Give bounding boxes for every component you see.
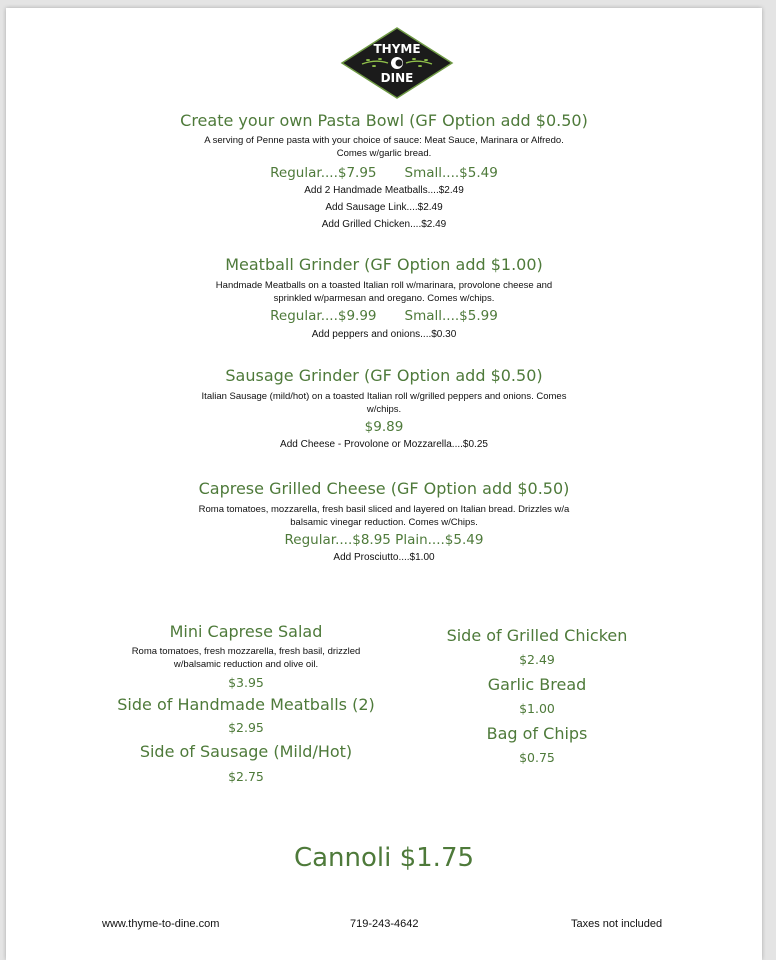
pasta-bowl-section bbox=[6, 111, 762, 233]
footer-website: www.thyme-to-dine.com bbox=[102, 918, 220, 930]
sausage-grinder-price: $9.89 bbox=[364, 419, 404, 435]
menu-page bbox=[6, 8, 762, 960]
side-grilled-chicken-price: $2.49 bbox=[519, 652, 555, 667]
sausage-grinder-description-line1: Italian Sausage (mild/hot) on a toasted Italian roll w/grilled peppers and onions. Comes bbox=[201, 391, 567, 402]
pasta-bowl-price-small: Small....$5.49 bbox=[404, 165, 498, 181]
caprese-grilled-cheese-title: Caprese Grilled Cheese (GF Option add $0.50) bbox=[198, 479, 570, 498]
thyme-to-dine-logo bbox=[340, 26, 454, 100]
caprese-grilled-cheese-section bbox=[6, 479, 762, 566]
meatball-grinder-description-line2: sprinkled w/parmesan and oregano. Comes w/chips. bbox=[273, 293, 495, 304]
sides-right-column bbox=[422, 626, 652, 767]
pasta-bowl-prices bbox=[6, 164, 762, 182]
sausage-grinder-title: Sausage Grinder (GF Option add $0.50) bbox=[225, 366, 543, 385]
sausage-grinder-section bbox=[6, 366, 762, 453]
meatball-grinder-price-small: Small....$5.99 bbox=[404, 308, 498, 324]
logo-word-bottom: DINE bbox=[380, 71, 414, 85]
pasta-bowl-addon: Add Sausage Link....$2.49 bbox=[325, 202, 443, 213]
garlic-bread-price: $1.00 bbox=[519, 701, 555, 716]
meatball-grinder-addon: Add peppers and onions....$0.30 bbox=[311, 329, 457, 340]
meatball-grinder-section bbox=[6, 255, 762, 343]
side-handmade-meatballs-title: Side of Handmade Meatballs (2) bbox=[117, 695, 375, 714]
cannoli-item: Cannoli $1.75 bbox=[293, 843, 475, 873]
caprese-grilled-cheese-addon: Add Prosciutto....$1.00 bbox=[333, 552, 435, 563]
footer-taxes-note: Taxes not included bbox=[571, 918, 663, 930]
meatball-grinder-prices bbox=[6, 307, 762, 325]
pasta-bowl-addon: Add 2 Handmade Meatballs....$2.49 bbox=[304, 185, 464, 196]
sausage-grinder-description-line2: w/chips. bbox=[366, 404, 402, 415]
side-grilled-chicken-title: Side of Grilled Chicken bbox=[446, 626, 628, 645]
side-handmade-meatballs-price: $2.95 bbox=[228, 720, 264, 735]
pasta-bowl-description-line1: A serving of Penne pasta with your choice of sauce: Meat Sauce, Marinara or Alfredo. bbox=[204, 135, 564, 146]
mini-caprese-salad-title: Mini Caprese Salad bbox=[169, 622, 323, 641]
pasta-bowl-title: Create your own Pasta Bowl (GF Option add $0.50) bbox=[180, 111, 588, 130]
mini-caprese-salad-description-line2: w/balsamic reduction and olive oil. bbox=[173, 659, 319, 670]
side-sausage-title: Side of Sausage (Mild/Hot) bbox=[139, 742, 353, 761]
pasta-bowl-description-line2: Comes w/garlic bread. bbox=[336, 148, 432, 159]
side-sausage-price: $2.75 bbox=[228, 769, 264, 784]
sides-left-column bbox=[108, 622, 384, 786]
bag-of-chips-price: $0.75 bbox=[519, 750, 555, 765]
pasta-bowl-addon: Add Grilled Chicken....$2.49 bbox=[321, 219, 447, 230]
meatball-grinder-description-line1: Handmade Meatballs on a toasted Italian roll w/marinara, provolone cheese and bbox=[215, 280, 553, 291]
logo-diamond bbox=[340, 26, 454, 100]
caprese-grilled-cheese-description-line2: balsamic vinegar reduction. Comes w/Chips. bbox=[290, 517, 478, 528]
pasta-bowl-price-regular: Regular....$7.95 bbox=[270, 165, 377, 181]
footer-phone: 719-243-4642 bbox=[350, 918, 419, 930]
bag-of-chips-title: Bag of Chips bbox=[486, 724, 588, 743]
meatball-grinder-price-regular: Regular....$9.99 bbox=[270, 308, 377, 324]
caprese-grilled-cheese-description-line1: Roma tomatoes, mozzarella, fresh basil sliced and layered on Italian bread. Drizzles w/a bbox=[198, 504, 570, 515]
meatball-grinder-title: Meatball Grinder (GF Option add $1.00) bbox=[225, 255, 543, 274]
garlic-bread-title: Garlic Bread bbox=[487, 675, 587, 694]
mini-caprese-salad-description-line1: Roma tomatoes, fresh mozzarella, fresh basil, drizzled bbox=[131, 646, 361, 657]
logo-word-top: THYME bbox=[373, 42, 421, 56]
caprese-grilled-cheese-prices: Regular....$8.95 Plain....$5.49 bbox=[284, 532, 484, 548]
sausage-grinder-addon: Add Cheese - Provolone or Mozzarella....$0.25 bbox=[280, 439, 488, 450]
mini-caprese-salad-price: $3.95 bbox=[228, 675, 264, 690]
